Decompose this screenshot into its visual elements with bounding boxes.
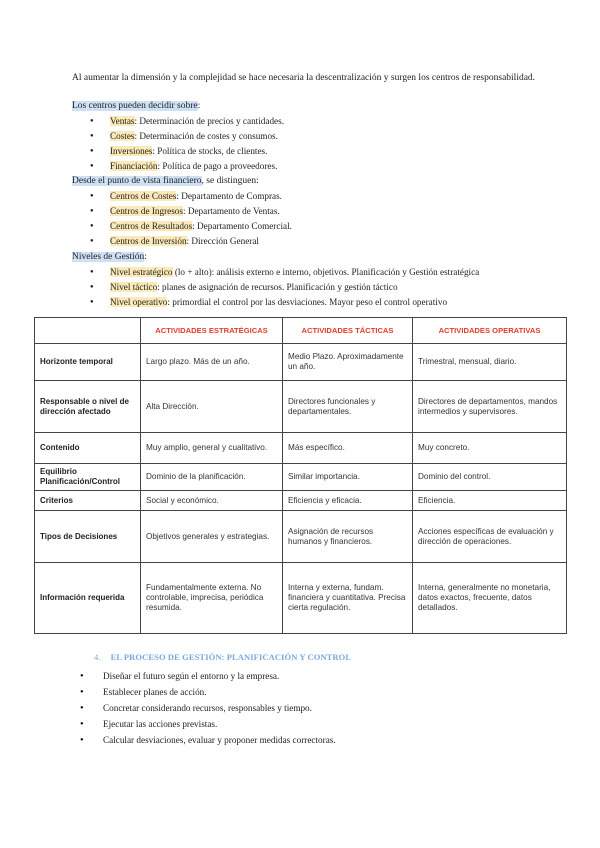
- list-item: ● Nivel táctico: planes de asignación de recursos. Planificación y gestión táctico: [72, 280, 479, 295]
- financiero-section: [72, 174, 292, 249]
- table-cell: Fundamentalmente externa. No controlable, imprecisa, periódica resumida.: [141, 563, 283, 634]
- row-label: Responsable o nivel de dirección afectado: [35, 381, 141, 433]
- table-row: [35, 344, 567, 381]
- table-cell: Medio Plazo. Aproximadamente un año.: [283, 344, 413, 381]
- table-row: [35, 511, 567, 563]
- list-item: ● Costes: Determinación de costes y consumos.: [72, 129, 284, 144]
- list-item: ● Nivel operativo: primordial el control por las desviaciones. Mayor peso el control operativo: [72, 295, 479, 310]
- list-item: ● Diseñar el futuro según el entorno y la empresa.: [80, 668, 550, 684]
- row-label: Contenido: [35, 433, 141, 464]
- table-cell: Dominio del control.: [413, 464, 567, 491]
- section-title: EL PROCESO DE GESTIÓN: PLANIFICACIÓN Y CONTROL: [110, 652, 352, 662]
- list-item: ● Concretar considerando recursos, responsables y tiempo.: [80, 700, 550, 716]
- table-header-row: [35, 318, 567, 344]
- table-row: [35, 433, 567, 464]
- list-item: ● Establecer planes de acción.: [80, 684, 550, 700]
- niveles-section: [72, 250, 479, 310]
- niveles-list: [72, 265, 479, 310]
- table-header-cell: [35, 318, 141, 344]
- section-number: 4.: [94, 652, 101, 662]
- table-cell: Directores de departamentos, mandos intermedios y supervisores.: [413, 381, 567, 433]
- table-cell: Muy amplio, general y cualitativo.: [141, 433, 283, 464]
- row-label: Horizonte temporal: [35, 344, 141, 381]
- table-row: [35, 464, 567, 491]
- table-cell: Largo plazo. Más de un año.: [141, 344, 283, 381]
- table-header-cell: ACTIVIDADES TÁCTICAS: [283, 318, 413, 344]
- list-item: ● Centros de Inversión: Dirección General: [72, 234, 292, 249]
- activities-table: [34, 317, 567, 634]
- niveles-heading: Niveles de Gestión:: [72, 252, 147, 262]
- row-label: Equilibrio Planificación/Control: [35, 464, 141, 491]
- financiero-list: [72, 189, 292, 249]
- row-label: Información requerida: [35, 563, 141, 634]
- table-row: [35, 381, 567, 433]
- proceso-section: [94, 652, 352, 745]
- table-row: [35, 563, 567, 634]
- table-row: [35, 491, 567, 511]
- centros-heading: Los centros pueden decidir sobre:: [72, 101, 201, 111]
- list-item: ● Calcular desviaciones, evaluar y proponer medidas correctoras.: [80, 732, 550, 748]
- table-cell: Asignación de recursos humanos y financieros.: [283, 511, 413, 563]
- table-cell: Más específico.: [283, 433, 413, 464]
- table-header-cell: ACTIVIDADES OPERATIVAS: [413, 318, 567, 344]
- table-cell: Interna y externa, fundam. financiera y cuantitativa. Precisa cierta regulación.: [283, 563, 413, 634]
- centros-list: [72, 114, 284, 174]
- list-item: ● Centros de Costes: Departamento de Compras.: [72, 189, 292, 204]
- table-cell: Acciones específicas de evaluación y dirección de operaciones.: [413, 511, 567, 563]
- table-cell: Interna, generalmente no monetaria, datos exactos, frecuente, datos detallados.: [413, 563, 567, 634]
- table-cell: Objetivos generales y estrategias.: [141, 511, 283, 563]
- table-cell: Muy concreto.: [413, 433, 567, 464]
- table-cell: Social y económico.: [141, 491, 283, 511]
- table-cell: Alta Dirección.: [141, 381, 283, 433]
- section-heading: [94, 652, 351, 662]
- row-label: Criterios: [35, 491, 141, 511]
- table-cell: Eficiencia.: [413, 491, 567, 511]
- centros-heading-text: Los centros pueden decidir sobre: [72, 101, 198, 111]
- table-cell: Similar importancia.: [283, 464, 413, 491]
- list-item: ● Ejecutar las acciones previstas.: [80, 716, 550, 732]
- list-item: ● Nivel estratégico (lo + alto): análisis externo e interno, objetivos. Planificación y Gestión estratégica: [72, 265, 479, 280]
- list-item: ● Financiación: Política de pago a proveedores.: [72, 159, 284, 174]
- centros-section: [72, 99, 284, 174]
- list-item: ● Ventas: Determinación de precios y cantidades.: [72, 114, 284, 129]
- table-header-cell: ACTIVIDADES ESTRATÉGICAS: [141, 318, 283, 344]
- list-item: ● Centros de Resultados: Departamento Comercial.: [72, 219, 292, 234]
- list-item: ● Inversiones: Política de stocks, de clientes.: [72, 144, 284, 159]
- financiero-heading: Desde el punto de vista financiero, se distinguen:: [72, 176, 259, 186]
- table-cell: Dominio de la planificación.: [141, 464, 283, 491]
- row-label: Tipos de Decisiones: [35, 511, 141, 563]
- table-cell: Eficiencia y eficacia.: [283, 491, 413, 511]
- table-cell: Directores funcionales y departamentales.: [283, 381, 413, 433]
- list-item: ● Centros de Ingresos: Departamento de Ventas.: [72, 204, 292, 219]
- table-cell: Trimestral, mensual, diario.: [413, 344, 567, 381]
- proceso-list: [80, 668, 550, 748]
- intro-paragraph: Al aumentar la dimensión y la complejidad se hace necesaria la descentralización y surgen los centros de responsabilidad.: [72, 73, 536, 83]
